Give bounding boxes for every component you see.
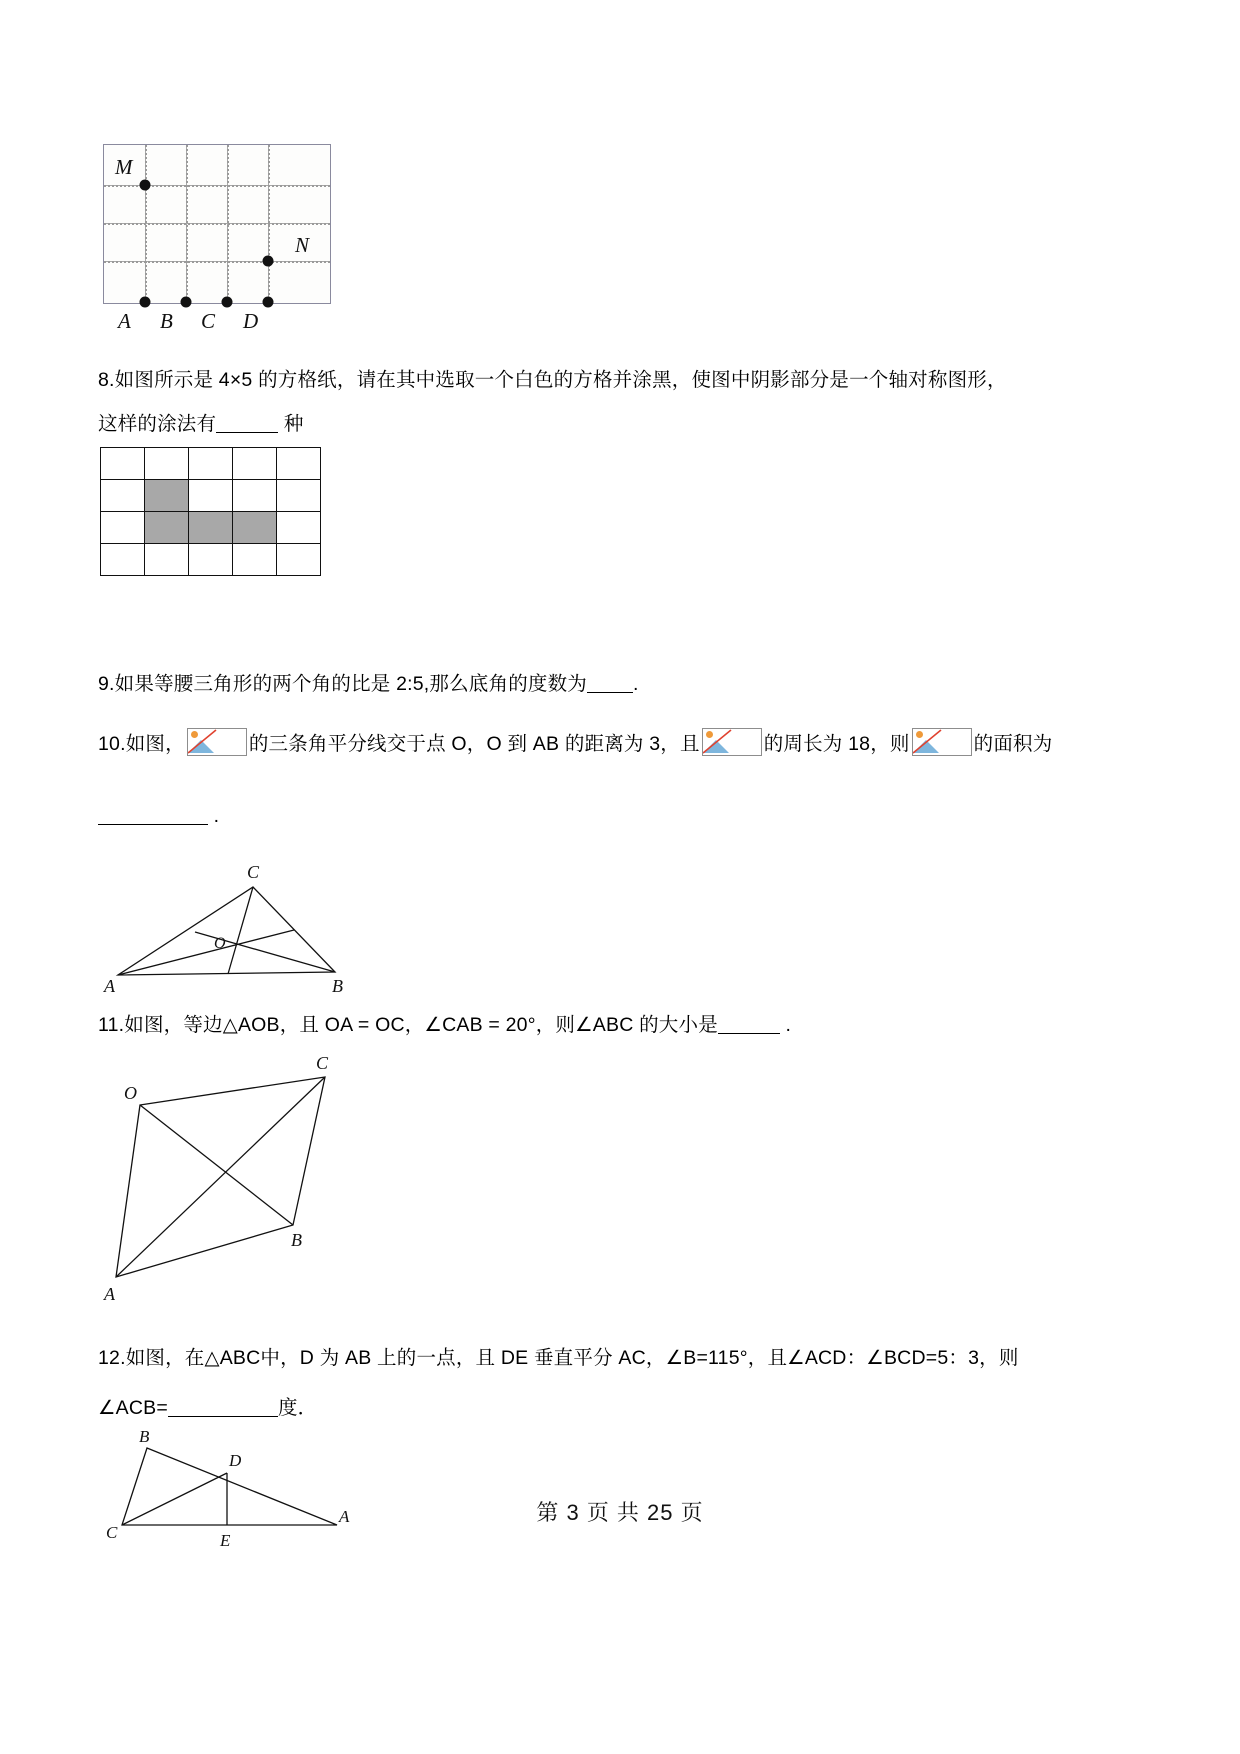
- figure5-label-A: A: [339, 1507, 350, 1526]
- red-slash-icon: [912, 729, 945, 755]
- label-M: M: [115, 155, 133, 179]
- diagonal-O-B: [140, 1105, 293, 1225]
- question-12-prefix: ∠ACB=: [98, 1397, 168, 1419]
- question-9-suffix: .: [633, 673, 639, 695]
- figure-dotted-grid: [103, 144, 331, 304]
- grid-dot-hline-1: [104, 185, 330, 187]
- question-9-answer-blank[interactable]: [587, 692, 633, 693]
- table-row: [101, 448, 321, 480]
- label-N: N: [295, 233, 310, 257]
- point-M-dot: [140, 180, 151, 191]
- label-D: D: [243, 309, 259, 333]
- figure4-label-B: B: [291, 1230, 302, 1250]
- broken-image-icon: [912, 728, 972, 756]
- question-12-line-2: [98, 1386, 317, 1430]
- figure5-label-D: D: [229, 1451, 242, 1470]
- grid-cell[interactable]: [101, 448, 145, 480]
- question-9-text: 9.如果等腰三角形的两个角的比是 2:5,那么底角的度数为: [98, 673, 588, 695]
- grid-cell[interactable]: [233, 544, 277, 576]
- point-A-dot: [140, 297, 151, 308]
- grid-cell[interactable]: [233, 448, 277, 480]
- question-10-seg-2: 的三条角平分线交于点 O，O 到 AB 的距离为 3，且: [248, 733, 700, 755]
- point-N-dot: [263, 256, 274, 267]
- question-8-line-1: 8.如图所示是 4×5 的方格纸，请在其中选取一个白色的方格并涂黑，使图中阴影部分是一个轴对称图形，: [98, 369, 1007, 391]
- grid-cell[interactable]: [277, 512, 321, 544]
- grid-cell[interactable]: [145, 544, 189, 576]
- question-12-line-1: 12.如图，在△ABC中，D 为 AB 上的一点，且 DE 垂直平分 AC，∠B=115°，且∠ACD：∠BCD=5：3，则: [98, 1347, 1019, 1369]
- figure-triangle-incenter: [100, 850, 370, 995]
- question-8-line-2-prefix: 这样的涂法有: [98, 413, 217, 435]
- question-8-line-2: [98, 402, 304, 446]
- figure3-label-A: A: [104, 976, 115, 995]
- question-11-text: 11.如图，等边△AOB，且 OA = OC，∠CAB = 20°，则∠ABC 的大小是: [98, 1014, 718, 1036]
- figure4-label-A: A: [104, 1284, 115, 1304]
- point-B-dot: [181, 297, 192, 308]
- question-10-seg-3: 的周长为 18，则: [763, 733, 910, 755]
- grid-cell-shaded[interactable]: [233, 512, 277, 544]
- label-C: C: [201, 309, 216, 333]
- figure-shaded-grid: [100, 447, 321, 576]
- grid-cell[interactable]: [101, 512, 145, 544]
- figure3-label-B: B: [332, 976, 343, 995]
- question-9-line-1: [98, 662, 639, 706]
- bisector-from-C: [228, 887, 253, 974]
- grid-cell[interactable]: [277, 448, 321, 480]
- grid-dot-hline-2: [104, 223, 330, 225]
- question-11-answer-blank[interactable]: [718, 1033, 780, 1034]
- figure3-label-C: C: [247, 862, 260, 882]
- table-row: [101, 480, 321, 512]
- question-10-line-2: [98, 794, 219, 838]
- question-10-suffix: .: [213, 805, 220, 827]
- grid-cell[interactable]: [145, 448, 189, 480]
- point-D-dot: [263, 297, 274, 308]
- grid-cell-shaded[interactable]: [145, 512, 189, 544]
- grid-cell[interactable]: [189, 480, 233, 512]
- triangle-ABC: [118, 887, 335, 975]
- question-10-seg-1: 10.如图，: [98, 733, 185, 755]
- grid-cell[interactable]: [189, 544, 233, 576]
- grid-cell[interactable]: [189, 448, 233, 480]
- broken-image-icon: [702, 728, 762, 756]
- grid-cell[interactable]: [101, 480, 145, 512]
- grid-cell-shaded[interactable]: [189, 512, 233, 544]
- figure4-label-C: C: [316, 1055, 329, 1073]
- broken-image-icon: [187, 728, 247, 756]
- grid-cell[interactable]: [101, 544, 145, 576]
- question-11-line-1: [98, 1003, 791, 1047]
- figure5-label-E: E: [220, 1531, 231, 1550]
- question-8-line-2-suffix: 种: [283, 413, 304, 435]
- question-10-answer-blank[interactable]: [98, 824, 208, 825]
- grid-dot-hline-3: [104, 261, 330, 263]
- red-slash-icon: [702, 729, 735, 755]
- question-10-seg-4: 的面积为: [973, 733, 1053, 755]
- table-row: [101, 544, 321, 576]
- figure3-label-O: O: [214, 935, 226, 952]
- figure5-label-C: C: [106, 1523, 118, 1542]
- figure4-label-O: O: [124, 1083, 137, 1103]
- label-B: B: [160, 309, 173, 333]
- red-slash-icon: [187, 729, 220, 755]
- question-8-answer-blank[interactable]: [216, 432, 278, 433]
- question-10-line-1: [98, 722, 1052, 766]
- label-A: A: [118, 309, 131, 333]
- question-12-answer-blank[interactable]: [168, 1416, 278, 1417]
- question-11-suffix: .: [785, 1014, 792, 1036]
- figure-kite-OACB: [100, 1055, 380, 1315]
- point-C-dot: [222, 297, 233, 308]
- grid-cell-shaded[interactable]: [145, 480, 189, 512]
- question-12-suffix: 度．: [277, 1397, 318, 1419]
- figure-triangle-perp-bisector: [105, 1428, 355, 1550]
- grid-cell[interactable]: [277, 544, 321, 576]
- grid-cell[interactable]: [277, 480, 321, 512]
- table-row: [101, 512, 321, 544]
- page-footer: 第 3 页 共 25 页: [536, 1500, 704, 1525]
- grid-cell[interactable]: [233, 480, 277, 512]
- figure5-label-B: B: [139, 1428, 150, 1446]
